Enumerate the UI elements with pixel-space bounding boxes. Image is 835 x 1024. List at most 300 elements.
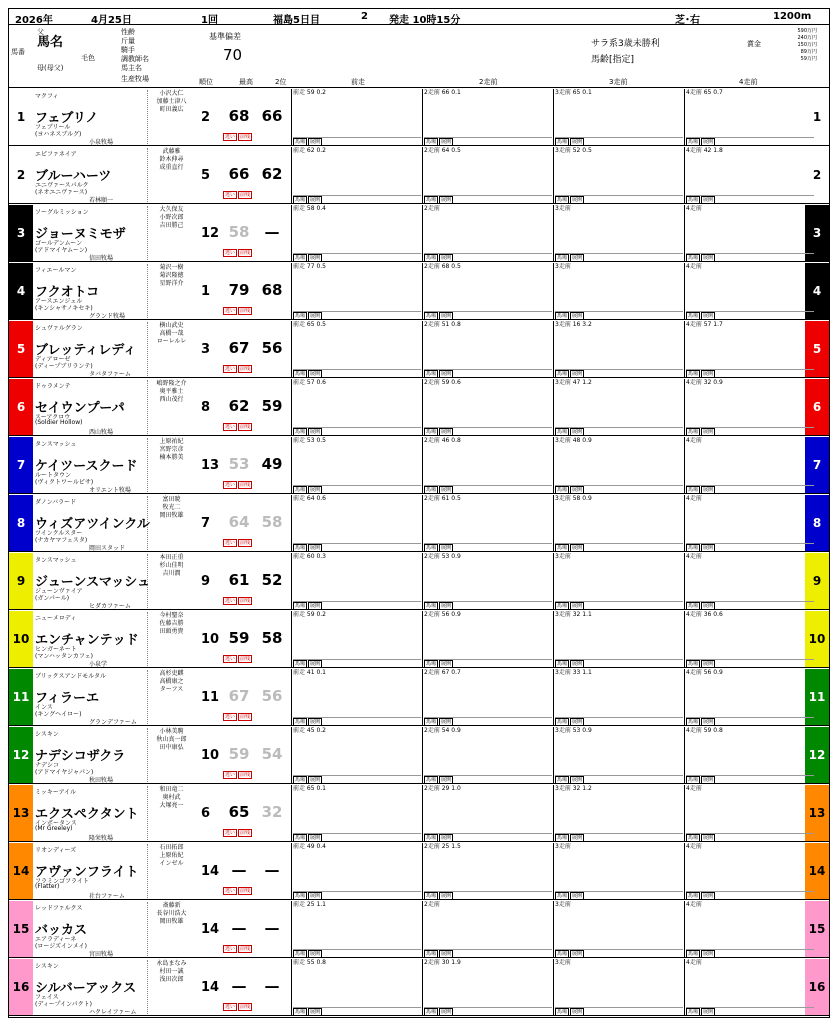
horse-row[interactable] [9, 669, 829, 726]
past-race-summary: 前走 59 0.2 [293, 89, 326, 96]
umaban-left: 5 [9, 321, 33, 377]
past-race-4[interactable] [684, 785, 803, 841]
farm: ヒダカファーム [89, 603, 131, 610]
past-race-1[interactable] [291, 901, 422, 957]
past-race-note: 馬場 展開 [555, 427, 683, 436]
past-race-summary: 2走前 67 0.7 [424, 669, 461, 676]
damsire: (アドマイヤジャパン) [35, 769, 94, 776]
style-tags: 逃い 前残 [225, 192, 251, 198]
past-race-3[interactable] [553, 263, 684, 319]
race-class: サラ系3歳未勝利 [591, 39, 660, 49]
connections [147, 844, 195, 898]
past-race-3[interactable] [553, 379, 684, 435]
past-race-summary: 前走 57 0.6 [293, 379, 326, 386]
damsire-label: 母(母父) [37, 64, 64, 72]
past-race-4[interactable] [684, 727, 803, 783]
past-race-summary: 前走 62 0.2 [293, 147, 326, 154]
style-tags: 逃い 前残 [225, 482, 251, 488]
past-race-note: 馬場 展開 [686, 891, 814, 900]
sire: フィエールマン [35, 267, 77, 274]
column-header [9, 26, 829, 88]
horse-name[interactable]: シルバーアックス [35, 981, 137, 996]
past-race-3[interactable] [553, 669, 684, 725]
rank: 2 [201, 109, 211, 125]
best-figure: 58 [228, 223, 250, 241]
dam: ディアローゼ [35, 356, 71, 363]
past-race-note: 馬場 展開 [686, 427, 814, 436]
style-tags: 逃い 前残 [225, 366, 251, 372]
past-race-note: 馬場 展開 [686, 833, 814, 842]
damsire: (ヴィクトワールピサ) [35, 479, 94, 486]
past-race-note: 馬場 展開 [424, 311, 552, 320]
past-race-2[interactable] [422, 205, 553, 261]
past-race-3[interactable] [553, 89, 684, 145]
past-race-3[interactable] [553, 843, 684, 899]
horse-name[interactable]: ジョーヌミモザ [35, 227, 126, 242]
past-race-summary: 前走 49 0.4 [293, 843, 326, 850]
sire: リオンディーズ [35, 847, 77, 854]
horse-row[interactable] [9, 495, 829, 552]
past-race-2[interactable] [422, 669, 553, 725]
connections [147, 90, 195, 144]
past-race-2[interactable] [422, 379, 553, 435]
past-race-summary: 3走前 33 1.1 [555, 669, 592, 676]
past-race-2[interactable] [422, 611, 553, 667]
best-figure: 68 [228, 107, 250, 125]
rank: 14 [201, 863, 220, 879]
umaban-left: 14 [9, 843, 33, 899]
past-race-2[interactable] [422, 263, 553, 319]
past-race-summary: 2走前 59 0.6 [424, 379, 461, 386]
past-race-2[interactable] [422, 89, 553, 145]
umaban-right: 10 [805, 611, 829, 667]
farm: 社台ファーム [89, 893, 125, 900]
sire: ソーグルミッション [35, 209, 89, 216]
connections [147, 728, 195, 782]
past-race-2[interactable] [422, 901, 553, 957]
horse-name[interactable]: ナデシコザクラ [35, 749, 126, 764]
prev2-label: 2走前 [479, 78, 498, 86]
horse-name[interactable]: ウィズアツインクル [35, 517, 150, 532]
jockey: 嶋野隆之介 [156, 380, 187, 387]
sire: シスキン [35, 963, 59, 970]
past-race-summary: 3走前 53 0.9 [555, 727, 592, 734]
rank-label: 順位 [199, 78, 213, 86]
past-race-1[interactable] [291, 553, 422, 609]
past-race-1[interactable] [291, 437, 422, 493]
past-race-summary: 4走前 42 1.8 [686, 147, 723, 154]
owner: 大塚亮一 [159, 802, 184, 809]
past-race-note: 馬場 展開 [424, 485, 552, 494]
past-race-3[interactable] [553, 727, 684, 783]
rank: 10 [201, 631, 220, 647]
rank: 1 [201, 283, 211, 299]
past-race-3[interactable] [553, 437, 684, 493]
past-race-1[interactable] [291, 321, 422, 377]
past-race-note: 馬場 展開 [293, 427, 421, 436]
past-race-summary: 3走前 52 0.5 [555, 147, 592, 154]
dam: インポータンス [35, 820, 77, 827]
second-figure: 58 [261, 629, 283, 647]
jockey-label: 騎手 [121, 46, 135, 54]
trainer: 菊沢隆徳 [159, 272, 184, 279]
damsire: (ディープブリランテ) [35, 363, 93, 370]
coat-label: 毛色 [81, 54, 95, 62]
farm-label: 生産牧場 [121, 75, 149, 83]
past-race-note: 馬場 展開 [555, 601, 683, 610]
trainer: 小野次郎 [159, 214, 184, 221]
jockey: 今村聖奈 [159, 612, 184, 619]
farm: ハクレイファーム [89, 1009, 137, 1016]
farm: 宮田牧場 [89, 951, 114, 958]
best-figure: 65 [228, 803, 250, 821]
venue: 福島5日目 [273, 15, 320, 26]
past-race-summary: 4走前 [686, 205, 702, 212]
past-race-summary: 2走前 68 0.5 [424, 263, 461, 270]
best-figure: 67 [228, 687, 250, 705]
dam: ルートタウン [35, 472, 72, 479]
past-race-note: 馬場 展開 [555, 369, 683, 378]
horse-row[interactable] [9, 263, 829, 320]
trainer: 長谷川浩大 [156, 910, 187, 917]
race-condition: 馬齢[指定] [591, 55, 635, 65]
damsire: (ヨハネスブルグ) [35, 131, 82, 138]
dam: フェブリール [35, 124, 71, 131]
past-race-1[interactable] [291, 959, 422, 1015]
style-tags: 逃い 前残 [225, 598, 251, 604]
owner: 吉川潤 [162, 570, 181, 577]
past-race-4[interactable] [684, 437, 803, 493]
farm: グランデファーム [89, 719, 137, 726]
horse-row[interactable] [9, 785, 829, 842]
horse-row[interactable] [9, 901, 829, 958]
horse-name[interactable]: ブレッティレディ [35, 343, 137, 358]
past-race-1[interactable] [291, 205, 422, 261]
horse-name[interactable]: エンチャンテッド [35, 633, 139, 648]
umaban-right: 2 [805, 147, 829, 203]
sire-label: 父 [37, 28, 44, 36]
horse-name[interactable]: フクオトコ [35, 285, 100, 300]
horse-row[interactable] [9, 959, 829, 1016]
horse-row[interactable] [9, 379, 829, 436]
second-figure: 54 [261, 745, 283, 763]
farm: 隆栄牧場 [89, 835, 114, 842]
dam: ユニヴァースパルク [35, 182, 89, 189]
past-race-4[interactable] [684, 959, 803, 1015]
trainer: 杉山佳明 [159, 562, 184, 569]
owner: 楠本勝美 [159, 454, 184, 461]
owner: 吉田勝己 [159, 222, 184, 229]
horse-row[interactable] [9, 89, 829, 146]
past-race-summary: 3走前 [555, 205, 571, 212]
rank: 9 [201, 573, 211, 589]
horse-name[interactable]: ブルーハーツ [35, 169, 112, 184]
horse-row[interactable] [9, 553, 829, 610]
past-race-3[interactable] [553, 495, 684, 551]
past-race-note: 馬場 展開 [293, 775, 421, 784]
past-race-summary: 4走前 [686, 553, 702, 560]
past-race-summary: 前走 58 0.4 [293, 205, 326, 212]
rank: 14 [201, 921, 220, 937]
race-number: 2 [361, 11, 368, 22]
past-race-note: 馬場 展開 [424, 833, 552, 842]
sex-age-label: 性齢 [121, 28, 135, 36]
past-race-4[interactable] [684, 263, 803, 319]
past-race-summary: 4走前 [686, 843, 702, 850]
past-race-1[interactable] [291, 495, 422, 551]
dam: フラミンゴフライト [35, 878, 89, 885]
horse-row[interactable] [9, 321, 829, 378]
race-title-bar [9, 9, 829, 25]
past-race-2[interactable] [422, 495, 553, 551]
trainer: 高橋康之 [159, 678, 184, 685]
umaban-right: 3 [805, 205, 829, 261]
horse-name[interactable]: フィラーエ [35, 691, 99, 706]
best-figure: 59 [228, 745, 250, 763]
past-race-4[interactable] [684, 843, 803, 899]
jockey: 高杉吏麒 [159, 670, 184, 677]
past-race-1[interactable] [291, 785, 422, 841]
past-race-summary: 前走 25 1.1 [293, 901, 326, 908]
past-race-4[interactable] [684, 321, 803, 377]
std-label: 基準偏差 [209, 32, 241, 41]
past-race-note: 馬場 展開 [293, 1007, 421, 1016]
dam: ヒンガーネート [35, 646, 77, 653]
course: 芝･右 [675, 15, 700, 26]
past-race-summary: 前走 45 0.2 [293, 727, 326, 734]
past-race-note: 馬場 展開 [293, 717, 421, 726]
trainer: 加藤士津八 [156, 98, 187, 105]
jockey: 和田竜二 [159, 786, 184, 793]
past-race-2[interactable] [422, 147, 553, 203]
jockey: 武藤雅 [162, 148, 181, 155]
past-race-summary: 3走前 [555, 959, 571, 966]
dam: ゴールデンムーン [35, 240, 83, 247]
best-figure: 53 [228, 455, 250, 473]
damsire: (マンハッタンカフェ) [35, 653, 93, 660]
sire: ミッキーアイル [35, 789, 77, 796]
umaban-label: 馬番 [11, 48, 25, 56]
damsire: (ロージズインメイ) [35, 943, 87, 950]
connections [147, 612, 195, 666]
horse-name[interactable]: エクスペクタント [35, 807, 139, 822]
farm: 岡田スタッド [89, 545, 126, 552]
rank: 8 [201, 399, 211, 415]
connections [147, 322, 195, 376]
best-figure: 79 [228, 281, 250, 299]
past-race-note: 馬場 展開 [686, 369, 814, 378]
second-figure: — [264, 861, 280, 879]
prize-1: 590万円 [797, 28, 817, 34]
distance: 1200m [773, 11, 812, 22]
past-race-summary: 3走前 58 0.9 [555, 495, 592, 502]
past-race-2[interactable] [422, 321, 553, 377]
horse-row[interactable] [9, 437, 829, 494]
prize-3: 150万円 [797, 42, 817, 48]
past-race-2[interactable] [422, 727, 553, 783]
trainer: 佐藤吉勝 [159, 620, 184, 627]
past-race-1[interactable] [291, 611, 422, 667]
best-figure: — [231, 919, 247, 937]
second-figure: 62 [261, 165, 283, 183]
past-race-note: 馬場 展開 [424, 601, 552, 610]
past-race-summary: 2走前 53 0.9 [424, 553, 461, 560]
past-race-note: 馬場 展開 [686, 311, 814, 320]
umaban-left: 4 [9, 263, 33, 319]
past-race-summary: 前走 53 0.5 [293, 437, 326, 444]
past-race-summary: 4走前 59 0.8 [686, 727, 723, 734]
horse-name[interactable]: セイウンプーパ [35, 401, 125, 416]
past-race-summary: 4走前 [686, 901, 702, 908]
past-race-summary: 前走 65 0.1 [293, 785, 326, 792]
rank: 14 [201, 979, 220, 995]
best-figure: 61 [228, 571, 250, 589]
connections [147, 960, 195, 1014]
past-race-3[interactable] [553, 959, 684, 1015]
umaban-right: 15 [805, 901, 829, 957]
prev4-label: 4走前 [739, 78, 758, 86]
umaban-right: 13 [805, 785, 829, 841]
past-race-2[interactable] [422, 843, 553, 899]
past-race-4[interactable] [684, 553, 803, 609]
past-race-note: 馬場 展開 [424, 427, 552, 436]
start-time: 発走 10時15分 [389, 15, 461, 26]
past-race-4[interactable] [684, 147, 803, 203]
horse-name[interactable]: バッカス [35, 923, 88, 938]
past-race-summary: 前走 65 0.5 [293, 321, 326, 328]
past-race-note: 馬場 展開 [424, 717, 552, 726]
past-race-2[interactable] [422, 785, 553, 841]
past-race-1[interactable] [291, 147, 422, 203]
past-race-summary: 2走前 25 1.5 [424, 843, 461, 850]
past-race-note: 馬場 展開 [293, 485, 421, 494]
past-race-summary: 2走前 61 0.5 [424, 495, 461, 502]
past-race-summary: 4走前 [686, 263, 702, 270]
horse-row[interactable] [9, 205, 829, 262]
rank: 11 [201, 689, 220, 705]
owner: 岡田牧雄 [159, 918, 184, 925]
style-tags: 逃い 前残 [225, 830, 251, 836]
second-figure: 52 [261, 571, 283, 589]
past-race-1[interactable] [291, 843, 422, 899]
horse-name[interactable]: アヴァンフライト [35, 865, 139, 880]
rank: 13 [201, 457, 220, 473]
umaban-right: 7 [805, 437, 829, 493]
sire: エピファネイア [35, 151, 77, 158]
connections [147, 786, 195, 840]
past-race-3[interactable] [553, 785, 684, 841]
horse-row[interactable] [9, 611, 829, 668]
rank: 5 [201, 167, 211, 183]
past-race-note: 馬場 展開 [686, 137, 814, 146]
horse-row[interactable] [9, 147, 829, 204]
past-race-3[interactable] [553, 205, 684, 261]
past-race-1[interactable] [291, 89, 422, 145]
past-race-1[interactable] [291, 727, 422, 783]
past-race-2[interactable] [422, 959, 553, 1015]
horse-row[interactable] [9, 843, 829, 900]
connections [147, 264, 195, 318]
past-race-1[interactable] [291, 669, 422, 725]
style-tags: 逃い 前残 [225, 424, 251, 430]
rank: 6 [201, 805, 211, 821]
past-race-note: 馬場 展開 [555, 311, 683, 320]
trainer: 鈴木伸尋 [159, 156, 184, 163]
past-race-2[interactable] [422, 437, 553, 493]
second-figure: 49 [261, 455, 283, 473]
umaban-right: 1 [805, 89, 829, 145]
past-race-3[interactable] [553, 611, 684, 667]
past-race-3[interactable] [553, 147, 684, 203]
farm: グランド牧場 [89, 313, 126, 320]
past-race-4[interactable] [684, 205, 803, 261]
owner: ローレルレ [156, 338, 187, 345]
damsire: (Flatter) [35, 883, 60, 890]
past-race-4[interactable] [684, 901, 803, 957]
best-figure: 67 [228, 339, 250, 357]
style-tags: 逃い 前残 [225, 308, 251, 314]
past-race-3[interactable] [553, 901, 684, 957]
prize-2: 240万円 [797, 35, 817, 41]
jockey: 富田暁 [162, 496, 181, 503]
past-race-note: 馬場 展開 [293, 369, 421, 378]
past-race-note: 馬場 展開 [555, 659, 683, 668]
umaban-left: 1 [9, 89, 33, 145]
horse-row[interactable] [9, 727, 829, 784]
past-race-4[interactable] [684, 495, 803, 551]
damsire: (Mr Greeley) [35, 825, 73, 832]
past-race-4[interactable] [684, 89, 803, 145]
sire: ブリックスアンドモルタル [35, 673, 106, 680]
horse-name[interactable]: ケイツースクード [35, 459, 138, 474]
horse-name[interactable]: ジューンスマッシュ [35, 575, 151, 590]
trainer: 奥村武 [162, 794, 181, 801]
umaban-right: 5 [805, 321, 829, 377]
past-race-2[interactable] [422, 553, 553, 609]
umaban-left: 3 [9, 205, 33, 261]
umaban-left: 2 [9, 147, 33, 203]
past-race-4[interactable] [684, 379, 803, 435]
umaban-right: 14 [805, 843, 829, 899]
sire: タンスマッシュ [35, 557, 77, 564]
past-race-note: 馬場 展開 [293, 543, 421, 552]
style-tags: 逃い 前残 [225, 946, 251, 952]
past-race-note: 馬場 展開 [686, 717, 814, 726]
farm: 西山牧場 [89, 429, 114, 436]
past-race-3[interactable] [553, 321, 684, 377]
past-race-3[interactable] [553, 553, 684, 609]
past-race-note: 馬場 展開 [555, 1007, 683, 1016]
past-race-note: 馬場 展開 [555, 137, 683, 146]
trainer: 秋山真一郎 [156, 736, 187, 743]
past-race-note: 馬場 展開 [686, 543, 814, 552]
owner: 浅田次郎 [159, 976, 184, 983]
umaban-right: 4 [805, 263, 829, 319]
dam: アースエンジェル [35, 298, 83, 305]
past-race-4[interactable] [684, 611, 803, 667]
past-race-summary: 3走前 [555, 901, 571, 908]
dam: インス [35, 704, 53, 711]
past-race-1[interactable] [291, 263, 422, 319]
farm: オリエント牧場 [89, 487, 131, 494]
horse-name[interactable]: フェブリノ [35, 111, 99, 126]
umaban-right: 8 [805, 495, 829, 551]
past-race-4[interactable] [684, 669, 803, 725]
sire: ダノンバラード [35, 499, 77, 506]
second-figure: 58 [261, 513, 283, 531]
past-race-1[interactable] [291, 379, 422, 435]
connections [147, 554, 195, 608]
